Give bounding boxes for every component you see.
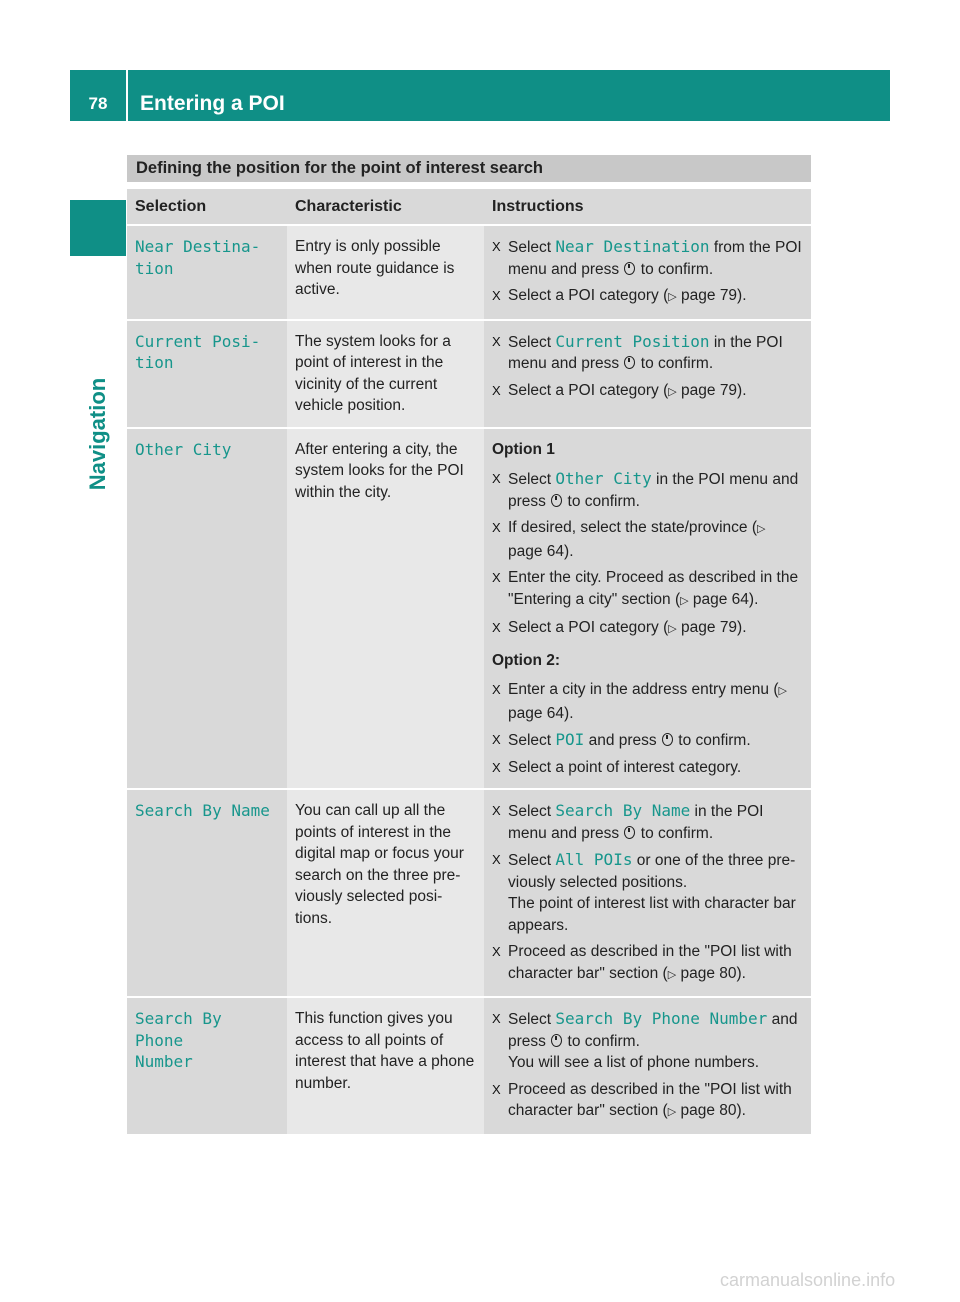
step-arrow-icon: X <box>492 333 501 349</box>
selection-cell <box>127 320 287 428</box>
table-title: Defining the position for the point of interest search <box>127 155 811 182</box>
table-row <box>127 320 811 428</box>
page-ref-icon: ▷ <box>668 385 677 398</box>
characteristic-cell: The system looks for a point of interest in the vicinity of the current vehicle position. <box>287 320 484 428</box>
selection-cell <box>127 997 287 1135</box>
step-arrow-icon: X <box>492 682 501 697</box>
menu-item-search-by-name: Search By Name <box>135 801 270 820</box>
menu-item-code: All POIs <box>555 850 633 869</box>
step-arrow-icon: X <box>492 1081 501 1097</box>
step-arrow-icon: X <box>492 944 501 959</box>
menu-item-code: Current Position <box>555 331 710 351</box>
instructions-cell <box>484 225 811 320</box>
instruction-step: X Select a POI category (▷ page 79). <box>492 617 803 641</box>
step-arrow-icon: X <box>492 1011 501 1026</box>
instructions-cell <box>484 997 811 1135</box>
watermark-text: carmanualsonline.info <box>720 1270 896 1290</box>
step-arrow-icon: X <box>492 732 501 747</box>
section-title: Entering a POI <box>140 92 285 115</box>
controller-knob-icon <box>624 356 635 369</box>
column-header-characteristic: Characteristic <box>287 189 484 225</box>
instruction-step: X If desired, select the state/province (▷ page 64). <box>492 519 766 560</box>
step-arrow-icon: X <box>492 570 501 585</box>
characteristic-cell: After entering a city, the system looks for the POI within the city. <box>287 428 484 790</box>
menu-item-other-city: Other City <box>135 439 232 459</box>
selection-cell <box>127 789 287 997</box>
instruction-step: X Enter the city. Proceed as described in the "Entering a city" section (▷ page 64). <box>492 569 799 608</box>
characteristic-cell: You can call up all the points of interest in the digital map or focus your search on the three pre-viously selected posi-tions. <box>287 789 484 997</box>
instructions-cell <box>484 789 811 997</box>
step-arrow-icon: X <box>492 471 501 486</box>
side-tab-marker <box>70 200 126 256</box>
page-number: 78 <box>88 94 108 113</box>
table-row <box>127 997 811 1135</box>
page-ref-icon: ▷ <box>680 594 689 607</box>
menu-item-near-destination-cont: tion <box>135 258 174 278</box>
step-arrow-icon: X <box>492 520 501 535</box>
instruction-step: X Select Near Destination from the POI menu and press to confirm. <box>492 237 802 278</box>
menu-item-current-position: Current Posi- <box>135 331 261 351</box>
instruction-step: X Select a point of interest category. <box>492 757 803 779</box>
instructions-cell <box>484 320 811 428</box>
controller-knob-icon <box>624 262 635 275</box>
table-row <box>127 428 811 790</box>
menu-item-current-position-cont: tion <box>135 353 174 372</box>
page-ref-icon: ▷ <box>778 685 787 697</box>
table-row <box>127 225 811 320</box>
selection-cell <box>127 428 287 790</box>
instruction-step: X Enter a city in the address entry menu (▷ page 64). <box>492 681 787 722</box>
option-heading: Option 2: <box>492 651 561 669</box>
instruction-step: X Proceed as described in the "POI list with character bar" section (▷ page 80). <box>492 943 792 982</box>
characteristic-cell: This function gives you access to all points of interest that have a phone number. <box>287 997 484 1135</box>
instruction-step: X Proceed as described in the "POI list with character bar" section (▷ page 80). <box>492 1080 792 1119</box>
selection-cell <box>127 225 287 320</box>
menu-item-code: POI <box>555 730 585 749</box>
step-arrow-icon: X <box>492 620 501 635</box>
page-ref-icon: ▷ <box>756 523 766 535</box>
step-arrow-icon: X <box>492 288 501 303</box>
instructions-cell <box>484 428 811 790</box>
controller-knob-icon <box>662 733 673 746</box>
column-header-instructions: Instructions <box>484 189 811 225</box>
step-arrow-icon: X <box>492 239 501 254</box>
menu-item-code: Near Destination <box>555 237 710 256</box>
step-arrow-icon: X <box>492 759 501 775</box>
menu-item-code: Search By Phone Number <box>555 1009 768 1028</box>
page-ref-icon: ▷ <box>668 623 677 635</box>
menu-item-code: Search By Name <box>555 801 691 820</box>
instruction-step: X Select a POI category (▷ page 79). <box>492 380 803 404</box>
instruction-step: X Select Other City in the POI menu and press to confirm. <box>492 469 799 510</box>
instruction-step: X Select Search By Name in the POI menu and press to confirm. <box>492 801 764 842</box>
controller-knob-icon <box>624 826 635 839</box>
table-header-row <box>127 189 811 225</box>
menu-item-search-by-phone-cont: Number <box>135 1052 193 1071</box>
menu-item-code: Other City <box>555 469 652 488</box>
header-divider <box>126 70 128 121</box>
page-ref-icon: ▷ <box>667 968 677 981</box>
instruction-step: X Select All POIs or one of the three pre-viously selected positions. The point of interest list with character bar appears. <box>492 849 803 936</box>
step-arrow-icon: X <box>492 852 501 867</box>
step-result-note: The point of interest list with character bar appears. <box>508 895 796 934</box>
instruction-step: X Select a POI category (▷ page 79). <box>492 285 803 309</box>
side-tab-label: Navigation <box>85 377 110 491</box>
controller-knob-icon <box>551 1034 562 1047</box>
poi-position-table <box>127 189 811 1136</box>
characteristic-cell: Entry is only possible when route guidance is active. <box>287 225 484 320</box>
instruction-step: X Select Search By Phone Number and press to confirm. You will see a list of phone numbers. <box>492 1008 803 1074</box>
page-ref-icon: ▷ <box>667 1106 677 1118</box>
step-result-note: You will see a list of phone numbers. <box>508 1054 760 1071</box>
menu-item-search-by-phone: Search By Phone <box>135 1009 222 1050</box>
option-heading: Option 1 <box>492 440 555 458</box>
page-ref-icon: ▷ <box>668 291 677 303</box>
column-header-selection: Selection <box>127 189 287 225</box>
step-arrow-icon: X <box>492 803 501 818</box>
controller-knob-icon <box>551 494 562 507</box>
instruction-step: X Select POI and press to confirm. <box>492 730 751 749</box>
menu-item-near-destination: Near Destina- <box>135 237 261 256</box>
table-row <box>127 789 811 997</box>
step-arrow-icon: X <box>492 382 501 398</box>
instruction-step: X Select Current Position in the POI menu and press to confirm. <box>492 331 783 372</box>
